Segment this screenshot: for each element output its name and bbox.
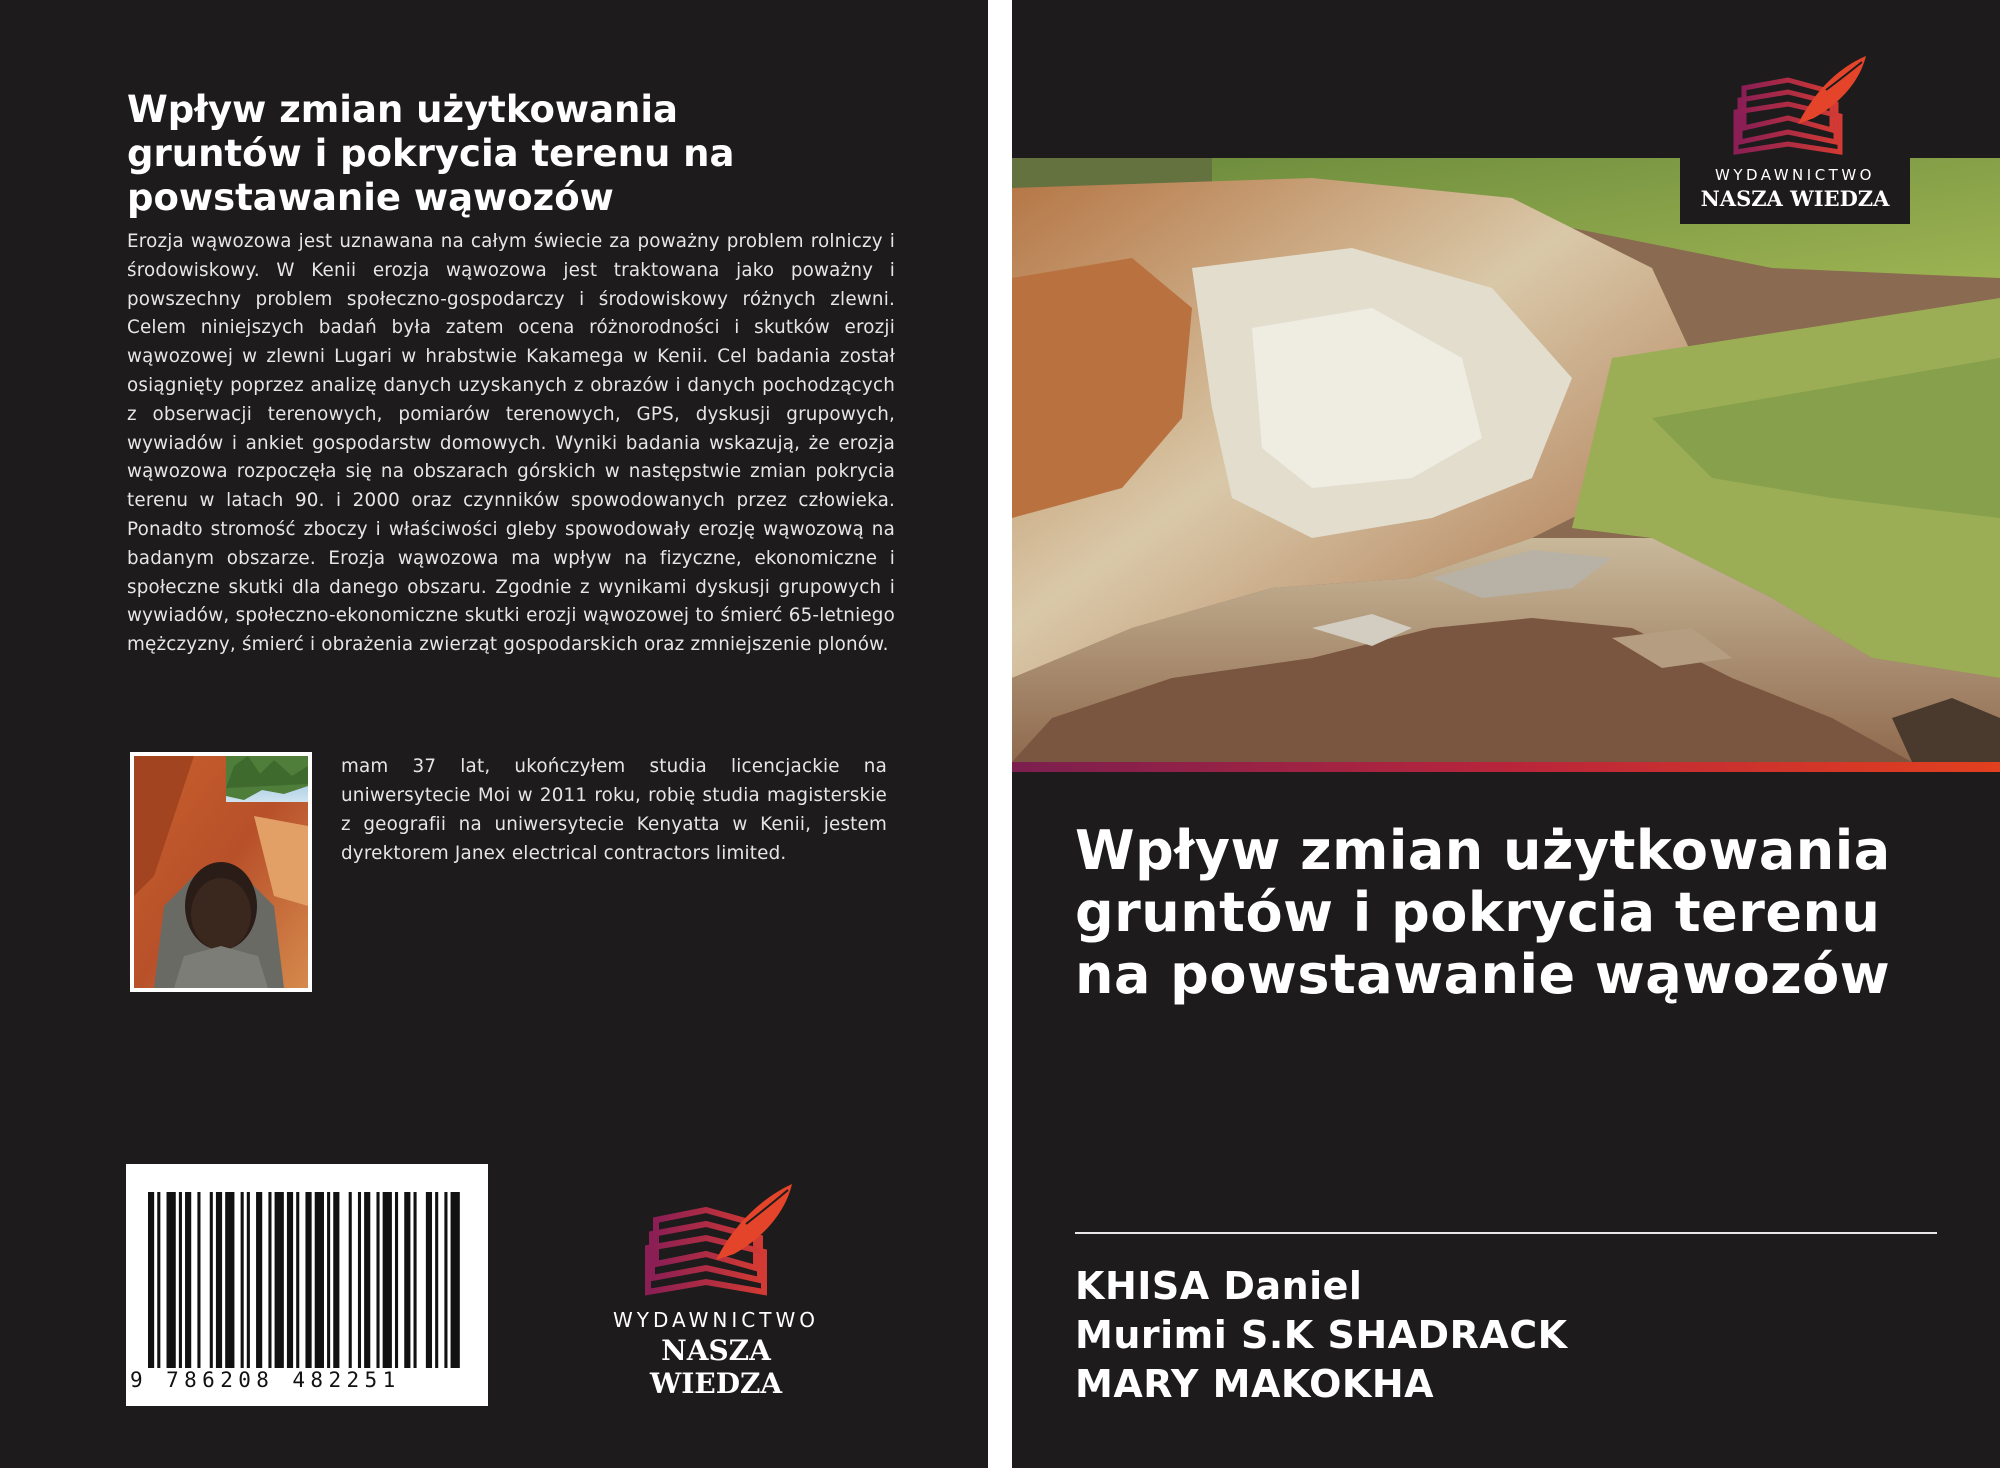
barcode-bar — [358, 1192, 361, 1368]
barcode-bar — [444, 1192, 447, 1368]
isbn-barcode — [126, 1164, 488, 1406]
barcode-bar — [241, 1192, 244, 1368]
barcode-bar — [364, 1192, 370, 1368]
barcode-bar — [256, 1192, 262, 1368]
book-quill-icon — [1680, 48, 1910, 158]
barcode-bar — [435, 1192, 438, 1368]
publisher-label-small: WYDAWNICTWO — [613, 1308, 819, 1332]
barcode-bar — [167, 1192, 176, 1368]
cover-photo-image — [1012, 158, 2000, 762]
cover-accent-stripe — [1012, 762, 2000, 772]
front-cover — [1012, 0, 2000, 1468]
title-divider — [1075, 1232, 1937, 1234]
barcode-bar — [404, 1192, 410, 1368]
back-cover — [0, 0, 988, 1468]
author-name: Murimi S.K SHADRACK — [1075, 1313, 1568, 1357]
barcode-bar — [287, 1192, 293, 1368]
author-photo — [130, 752, 312, 992]
barcode-bar — [148, 1192, 154, 1368]
author-list — [1075, 1262, 1568, 1409]
author-name: MARY MAKOKHA — [1075, 1362, 1435, 1406]
barcode-bar — [268, 1192, 271, 1368]
barcode-bar — [395, 1192, 398, 1368]
barcode-bar — [414, 1192, 417, 1368]
barcode-bar — [296, 1192, 299, 1368]
barcode-bar — [216, 1192, 222, 1368]
publisher-label-big: NASZA WIEDZA — [1700, 186, 1890, 211]
barcode-bar — [451, 1192, 460, 1368]
barcode-bar — [210, 1192, 213, 1368]
barcode-bar — [327, 1192, 330, 1368]
barcode-bar — [185, 1192, 191, 1368]
publisher-logo-front — [1680, 48, 1910, 224]
barcode-bar — [333, 1192, 339, 1368]
book-quill-icon — [596, 1180, 836, 1298]
barcode-bar — [305, 1192, 311, 1368]
front-cover-title: Wpływ zmian użytkowania gruntów i pokrycia terenu na powstawanie wąwozów — [1075, 819, 1891, 1006]
back-cover-blurb: Erozja wąwozowa jest uznawana na całym świecie za poważny problem rolniczy i środowiskowy. W Kenii erozja wąwozowa jest traktowana jako poważny i powszechny problem społeczno-gospodarczy i środowiskowy różnych zlewni. Celem niniejszych badań była zatem ocena różnorodności i skutków erozji wąwozowej w zlewni Lugari w hrabstwie Kakamega w Kenii. Cel badania został osiągnięty poprzez analizę danych uzyskanych z obrazów i danych pochodzących z obserwacji terenowych, pomiarów terenowych, GPS, dyskusji grupowych, wywiadów i ankiet gospodarstw domowych. Wyniki badania wskazują, że erozja wąwozowa rozpoczęła się na obszarach górskich w następstwie zmian pokrycia terenu w latach 90. i 2000 oraz czynników spowodowanych przez człowieka. Ponadto stromość zboczy i właściwości gleby spowodowały erozję wąwozową na badanym obszarze. Erozja wąwozowa ma wpływ na fizyczne, ekonomiczne i społeczne skutki dla danego obszaru. Zgodnie z wynikami dyskusji grupowych i wywiadów, społeczno-ekonomiczne skutki erozji wąwozowej to śmierć 65-letniego mężczyzny, śmierć i obrażenia zwierząt gospodarskich oraz zmniejszenie plonów. — [127, 231, 895, 656]
author-name: KHISA Daniel — [1075, 1264, 1363, 1308]
barcode-bar — [197, 1192, 200, 1368]
barcode-bar — [247, 1192, 250, 1368]
barcode-bar — [157, 1192, 160, 1368]
spine-gap — [988, 0, 1012, 1468]
author-photo-image — [134, 756, 308, 988]
barcode-bar — [275, 1192, 284, 1368]
barcode-bar — [349, 1192, 352, 1368]
barcode-bar — [376, 1192, 379, 1368]
author-bio: mam 37 lat, ukończyłem studia licencjackie na uniwersytecie Moi w 2011 roku, robię studia magisterskie z geografii na uniwersytecie Kenyatta w Kenii, jestem dyrektorem Janex electrical contractors limited. — [341, 756, 887, 864]
publisher-label-small: WYDAWNICTWO — [1715, 166, 1875, 184]
barcode-bar — [225, 1192, 234, 1368]
publisher-logo-back — [596, 1180, 836, 1400]
isbn-digits: 9 786208 482251 — [130, 1368, 401, 1392]
publisher-label-big: NASZA WIEDZA — [649, 1334, 783, 1400]
back-cover-title: Wpływ zmian użytkowania gruntów i pokrycia terenu na powstawanie wąwozów — [127, 88, 735, 219]
barcode-bar — [315, 1192, 324, 1368]
barcode-bar — [426, 1192, 432, 1368]
barcode-bar — [179, 1192, 182, 1368]
cover-photo-gully — [1012, 158, 2000, 762]
barcode-bars — [148, 1192, 466, 1368]
barcode-bar — [383, 1192, 392, 1368]
